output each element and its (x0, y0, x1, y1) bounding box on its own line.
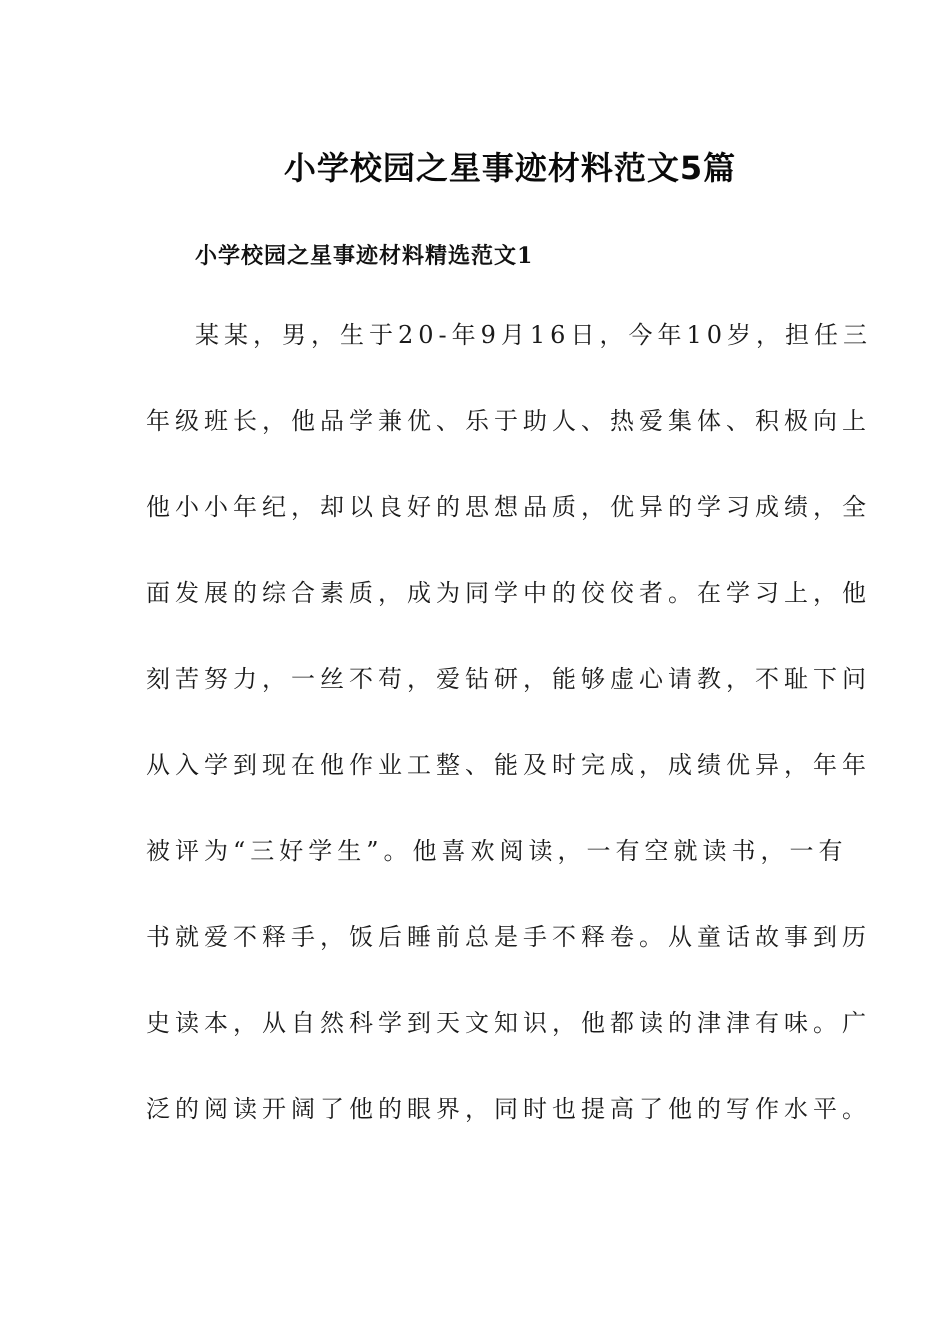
paragraph-line: 年级班长，他品学兼优、乐于助人、热爱集体、积极向上 (146, 407, 871, 435)
paragraph-line: 史读本，从自然科学到天文知识，他都读的津津有味。广 (146, 1009, 871, 1037)
section-subtitle: 小学校园之星事迹材料精选范文1 (195, 243, 534, 269)
paragraph-line: 面发展的综合素质，成为同学中的佼佼者。在学习上，他 (146, 579, 871, 607)
document-title: 小学校园之星事迹材料范文5篇 (283, 149, 737, 187)
paragraph-line: 某某，男，生于20-年9月16日，今年10岁，担任三 (195, 321, 872, 349)
paragraph-line: 被评为“三好学生”。他喜欢阅读，一有空就读书，一有 (146, 837, 848, 865)
paragraph-line: 泛的阅读开阔了他的眼界，同时也提高了他的写作水平。 (146, 1095, 871, 1123)
paragraph-line: 他小小年纪，却以良好的思想品质，优异的学习成绩，全 (146, 493, 871, 521)
paragraph-line: 从入学到现在他作业工整、能及时完成，成绩优异，年年 (146, 751, 871, 779)
paragraph-line: 书就爱不释手，饭后睡前总是手不释卷。从童话故事到历 (146, 923, 871, 951)
paragraph-line: 刻苦努力，一丝不苟，爱钻研，能够虚心请教，不耻下问 (146, 665, 871, 693)
